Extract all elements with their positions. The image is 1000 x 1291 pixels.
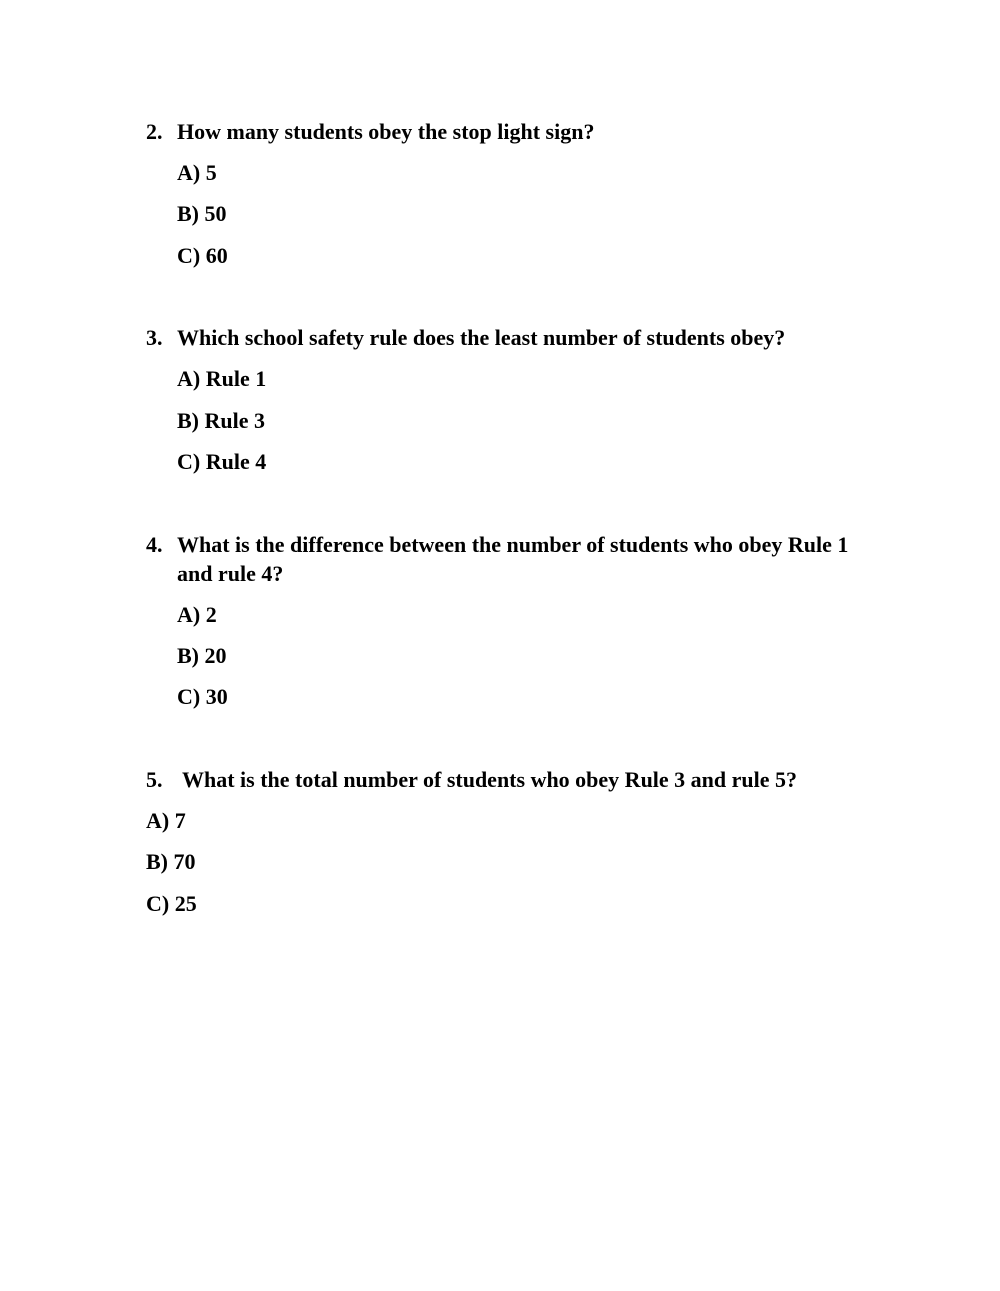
answer-option-a[interactable]: A) 5 — [177, 160, 217, 185]
question-text: How many students obey the stop light sign? — [177, 119, 595, 144]
question-text-line-1: What is the difference between the number of students who obey Rule 1 — [177, 532, 849, 557]
answer-option-a[interactable]: A) 2 — [177, 602, 217, 627]
question-text-line-2: and rule 4? — [177, 561, 284, 586]
question-text: Which school safety rule does the least number of students obey? — [177, 325, 786, 350]
answer-option-c[interactable]: C) Rule 4 — [177, 449, 267, 474]
answer-option-c[interactable]: C) 25 — [146, 891, 197, 916]
question-text: What is the total number of students who obey Rule 3 and rule 5? — [182, 767, 798, 792]
answer-option-c[interactable]: C) 30 — [177, 684, 228, 709]
answer-option-a[interactable]: A) Rule 1 — [177, 366, 267, 391]
answer-option-c[interactable]: C) 60 — [177, 243, 228, 268]
question-number: 5. — [146, 767, 163, 792]
answer-option-a[interactable]: A) 7 — [146, 808, 186, 833]
answer-option-b[interactable]: B) Rule 3 — [177, 408, 265, 433]
answer-option-b[interactable]: B) 70 — [146, 849, 196, 874]
question-number: 2. — [146, 119, 163, 144]
question-number: 4. — [146, 532, 163, 557]
answer-option-b[interactable]: B) 50 — [177, 201, 227, 226]
answer-option-b[interactable]: B) 20 — [177, 643, 227, 668]
question-number: 3. — [146, 325, 163, 350]
